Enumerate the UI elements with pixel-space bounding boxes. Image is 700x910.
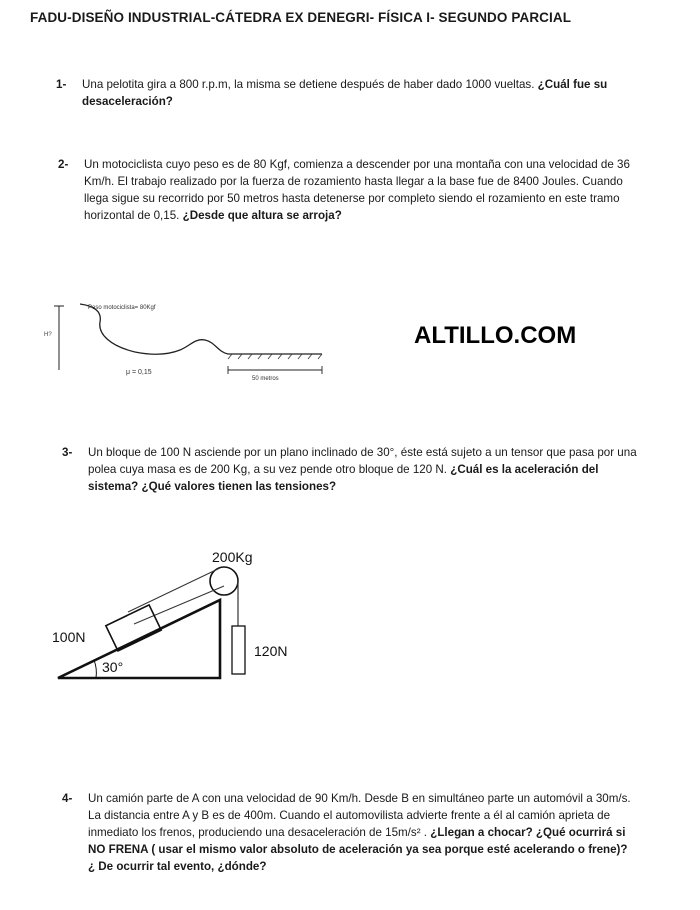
height-label: H?	[44, 332, 52, 338]
question-4	[62, 790, 636, 875]
question-number: 3-	[62, 446, 73, 459]
block2-label: 120N	[254, 643, 288, 659]
page-title: FADU-DISEÑO INDUSTRIAL-CÁTEDRA EX DENEGRI- FÍSICA I- SEGUNDO PARCIAL	[30, 10, 572, 25]
question-text: Un camión parte de A con una velocidad de 90 Km/h. Desde B en simultáneo parte un automóvil a 30m/s. La distancia entre A y B es de 400m. Cuando el automovilista advierte frente a él al camión aprieta de inmediato los frenos, produciendo una desaceleración de 15m/s² .	[88, 792, 631, 839]
incline-diagram	[40, 540, 320, 690]
question-ask: ¿Llegan a chocar? ¿Qué ocurrirá si NO FRENA ( usar el mismo valor absoluto de aceleración ya sea porque esté acelerando o frene)? ¿ De ocurrir tal evento, ¿dónde?	[88, 826, 628, 873]
pulley-label: 200Kg	[212, 549, 253, 565]
angle-arc	[94, 660, 96, 678]
watermark: ALTILLO.COM	[414, 322, 577, 349]
question-number: 2-	[58, 158, 69, 171]
block1-label: 100N	[52, 629, 86, 645]
angle-label: 30°	[102, 659, 124, 675]
question-2	[58, 156, 640, 224]
question-ask: ¿Cuál es la aceleración del sistema? ¿Qué valores tienen las tensiones?	[88, 463, 599, 493]
descent-diagram	[40, 296, 330, 388]
weight-label: Peso motociclista= 80Kgf	[88, 305, 156, 311]
question-ask: ¿Desde que altura se arroja?	[182, 209, 342, 222]
question-1	[56, 76, 642, 110]
ground-hatch	[228, 354, 322, 359]
block-120n	[232, 626, 245, 674]
question-3	[62, 444, 638, 495]
question-text: Una pelotita gira a 800 r.p.m, la misma se detiene después de haber dado 1000 vueltas.	[82, 78, 538, 91]
question-number: 1-	[56, 78, 67, 91]
terrain-curve	[80, 304, 322, 354]
friction-label: μ = 0,15	[126, 369, 152, 376]
distance-label: 50 metros	[252, 376, 279, 382]
question-text: Un bloque de 100 N asciende por un plano inclinado de 30°, éste está sujeto a un tensor que pasa por una polea cuya masa es de 200 Kg, a su vez pende otro bloque de 120 N.	[88, 446, 637, 476]
question-ask: ¿Cuál fue su desaceleración?	[82, 78, 608, 108]
question-text: Un motociclista cuyo peso es de 80 Kgf, comienza a descender por una montaña con una velocidad de 36 Km/h. El trabajo realizado por la fuerza de rozamiento hasta llegar a la base fue de 8400 Joules. Cuando llega sigue su recorrido por 50 metros hasta detenerse por completo siendo el rozamiento en este tramo horizontal de 0,15.	[84, 158, 630, 222]
block-100n	[106, 605, 161, 651]
question-number: 4-	[62, 792, 73, 805]
